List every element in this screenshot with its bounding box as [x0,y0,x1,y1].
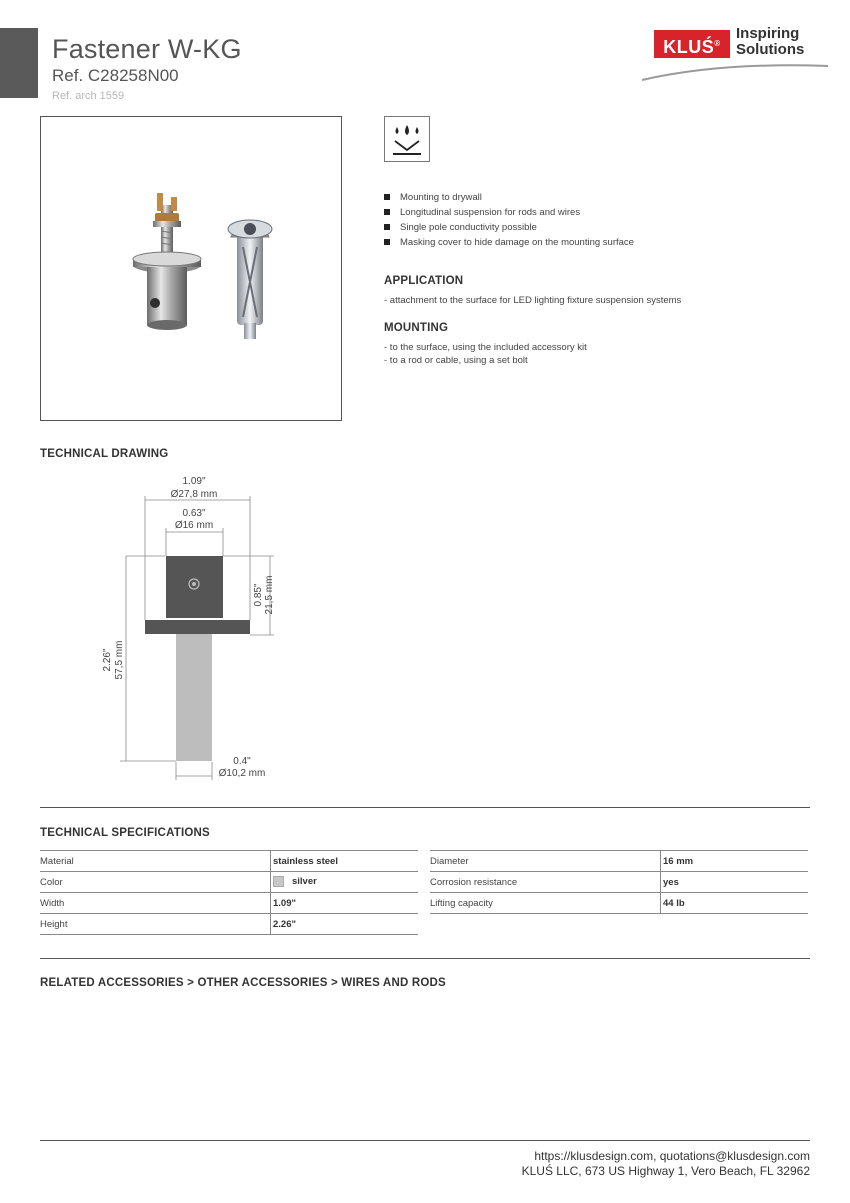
water-drops-icon [385,117,429,161]
table-row [430,893,808,914]
dim-top-mm: Ø27,8 mm [170,489,218,500]
table-row [40,851,418,872]
footer-contact [522,1149,810,1179]
logo-tagline [736,26,804,58]
dim-total-mm: 57,5 mm [114,640,125,680]
logo-tagline-line1: Inspiring [736,25,800,42]
dim-total-in: 2.26" [102,648,113,672]
footer-links[interactable]: https://klusdesign.com, quotations@klusdesign.com [534,1149,810,1163]
table-row [40,893,418,914]
corner-tab [0,28,38,98]
mounting-item: - to the surface, using the included accessory kit [384,342,587,353]
mounting-list [384,341,587,367]
footer-divider [40,1140,810,1141]
technical-drawing [90,470,300,790]
feature-list [384,190,634,250]
product-ref: Ref. C28258N00 [52,66,179,85]
product-photo-illustration [41,117,341,420]
dim-head-mm: 21,5 mm [264,575,275,615]
spec-label: Diameter [430,851,661,872]
spec-value: stainless steel [271,851,419,872]
spec-value: silver [292,876,317,888]
footer-address: KLUŚ LLC, 673 US Highway 1, Vero Beach, FL 32962 [521,1164,810,1178]
application-list [384,294,681,307]
spec-label: Height [40,914,271,935]
technical-specifications-heading: TECHNICAL SPECIFICATIONS [40,827,210,839]
section-divider [40,807,810,808]
dim-head-in: 0.85" [253,583,264,607]
color-swatch [273,876,284,887]
feature-text: Longitudinal suspension for rods and wires [400,207,581,218]
spec-label: Corrosion resistance [430,872,661,893]
logo-brand: KLUŚ [663,37,715,57]
brand-logo[interactable] [640,26,830,84]
bullet-icon [384,239,390,245]
section-divider [40,958,810,959]
feature-item [384,190,634,205]
table-row [430,851,808,872]
product-title: Fastener W-KG [52,34,242,64]
feature-item [384,220,634,235]
table-row [430,872,808,893]
dim-inner-in: 0.63" [182,508,206,519]
table-row [40,872,418,893]
bullet-icon [384,209,390,215]
related-accessories-breadcrumb[interactable]: RELATED ACCESSORIES > OTHER ACCESSORIES > WIRES AND RODS [40,977,446,989]
feature-item [384,205,634,220]
spec-table-right [430,850,808,914]
spec-label: Width [40,893,271,914]
logo-registered: ® [714,39,721,48]
spec-label: Color [40,872,271,893]
mounting-item: - to a rod or cable, using a set bolt [384,355,528,366]
spec-value: 2.26" [271,914,419,935]
dim-rod-mm: Ø10,2 mm [218,768,266,779]
damp-resistant-icon [384,116,430,162]
dim-top-in: 1.09" [182,476,206,487]
spec-value-color [271,872,419,893]
spec-value: 1.09" [271,893,419,914]
bullet-icon [384,224,390,230]
spec-value: yes [661,872,809,893]
feature-text: Mounting to drywall [400,192,482,203]
spec-value: 44 lb [661,893,809,914]
feature-item [384,235,634,250]
spec-label: Material [40,851,271,872]
spec-value: 16 mm [661,851,809,872]
application-heading: APPLICATION [384,275,464,287]
logo-tagline-line2: Solutions [736,41,805,58]
product-ref-arch: Ref. arch 1559 [52,90,125,102]
spec-table-left [40,850,418,935]
mounting-heading: MOUNTING [384,322,449,334]
dim-rod-in: 0.4" [233,756,251,767]
spec-label: Lifting capacity [430,893,661,914]
feature-text: Single pole conductivity possible [400,222,537,233]
application-item: - attachment to the surface for LED lighting fixture suspension systems [384,295,682,306]
logo-swoosh-icon [640,60,830,82]
technical-drawing-heading: TECHNICAL DRAWING [40,448,169,460]
bullet-icon [384,194,390,200]
product-photo [40,116,342,421]
feature-text: Masking cover to hide damage on the mounting surface [400,237,634,248]
table-row [40,914,418,935]
logo-badge [654,30,730,58]
dim-inner-mm: Ø16 mm [174,520,214,531]
